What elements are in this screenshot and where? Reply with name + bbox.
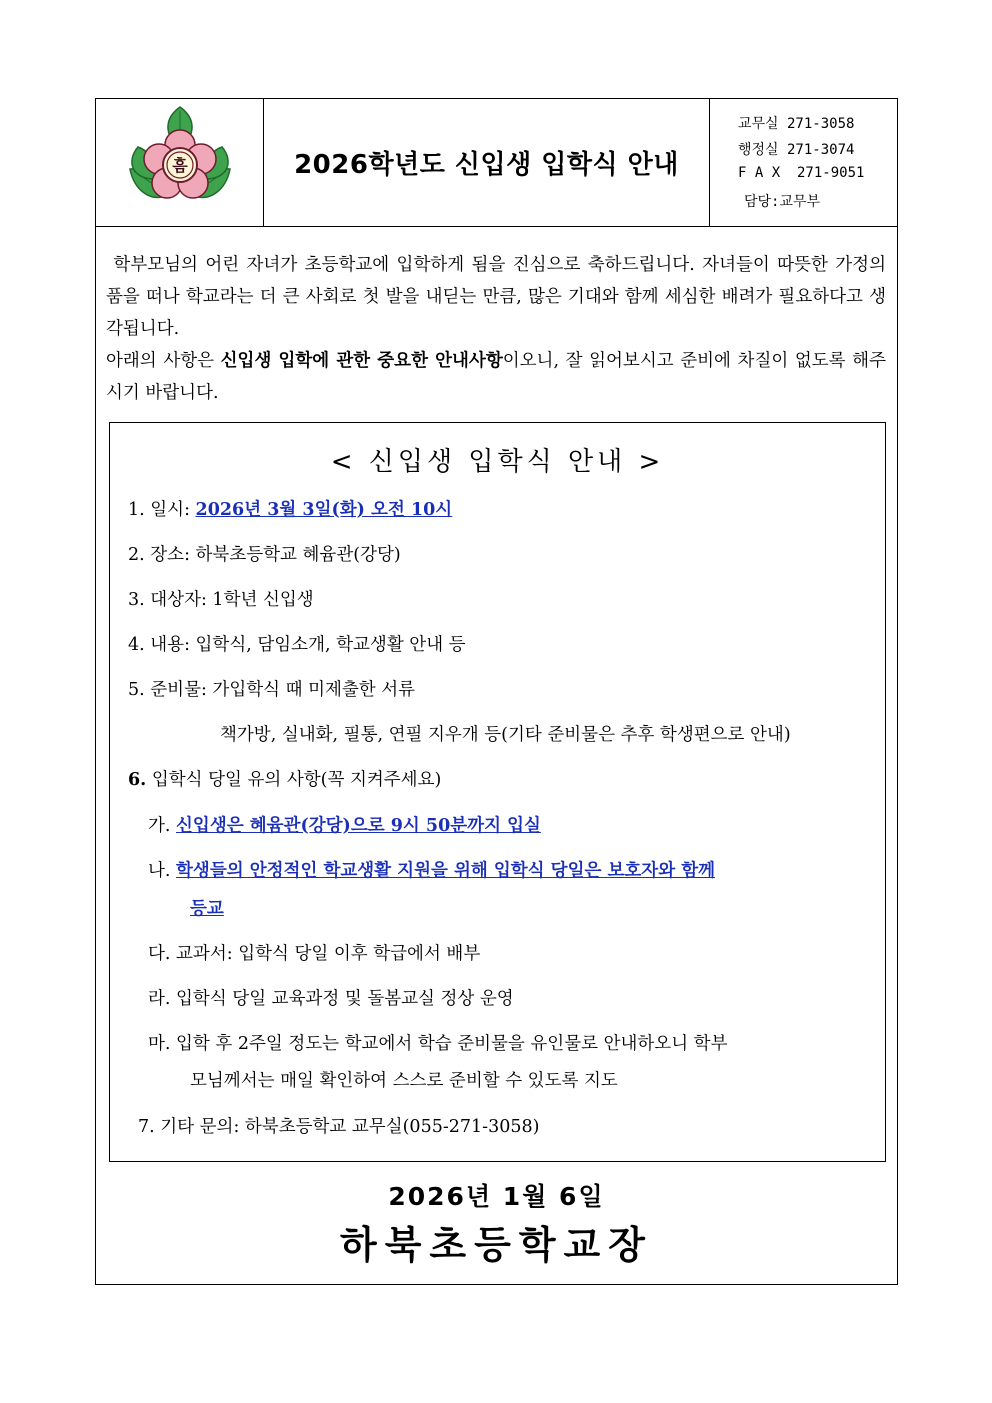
signer-name: 하북초등학교장 — [340, 1223, 653, 1267]
item-supplies-continued: 책가방, 실내화, 필통, 연필 지우개 등(기타 준비물은 추후 학생편으로 안내) — [220, 725, 791, 745]
sub-item-na: 나. 학생들의 안정적인 학교생활 지원을 위해 입학식 당일은 보호자와 함께 — [148, 861, 716, 881]
contact-cell — [710, 99, 897, 226]
sub-item-na-value: 학생들의 안정적인 학교생활 지원을 위해 입학식 당일은 보호자와 함께 — [176, 861, 716, 881]
contact-office: 교무실 271-3058 — [738, 116, 855, 132]
intro-paragraph-1: 학부모님의 어린 자녀가 초등학교에 입학하게 됨을 진심으로 축하드립니다. 자녀들이 따뜻한 가정의 품을 떠나 학교라는 더 큰 사회로 첫 발을 내딛는 만큼, 많은 기대와 함께 세심한 배려가 필요하다고 생각됩니다. — [106, 255, 886, 339]
sub-item-ga-value: 신입생은 혜윰관(강당)으로 9시 50분까지 입실 — [176, 816, 541, 836]
item-date: 1. 일시: 2026년 3월 3일(화) 오전 10시 — [128, 500, 453, 520]
sub-item-ra: 라. 입학식 당일 교육과정 및 돌봄교실 정상 운영 — [148, 989, 514, 1009]
intro-text — [106, 249, 886, 409]
issue-date: 2026년 1월 6일 — [388, 1182, 605, 1211]
page-title: 2026학년도 신입생 입학식 안내 — [294, 150, 679, 180]
ceremony-info-box — [109, 422, 886, 1162]
sub-item-ma-continued: 모님께서는 매일 확인하여 스스로 준비할 수 있도록 지도 — [190, 1071, 618, 1091]
intro-emphasis: 신입생 입학에 관한 중요한 안내사항 — [220, 351, 503, 371]
sub-item-na-continued: 등교 — [190, 899, 224, 919]
contact-fax: F A X 271-9051 — [738, 165, 865, 181]
item-target: 3. 대상자: 1학년 신입생 — [128, 590, 314, 610]
intro-paragraph-2: 아래의 사항은 신입생 입학에 관한 중요한 안내사항이오니, 잘 읽어보시고 준비에 차질이 없도록 해주시기 바랍니다. — [106, 351, 886, 403]
item-date-value: 2026년 3월 3일(화) 오전 10시 — [195, 500, 453, 520]
item-precautions: 6. 입학식 당일 유의 사항(꼭 지켜주세요) — [128, 770, 442, 790]
item-content: 4. 내용: 입학식, 담임소개, 학교생활 안내 등 — [128, 635, 466, 655]
item-supplies: 5. 준비물: 가입학식 때 미제출한 서류 — [128, 680, 416, 700]
box-title: < 신입생 입학식 안내 > — [330, 447, 665, 477]
logo-cell — [96, 99, 264, 226]
sub-item-ga: 가. 신입생은 혜윰관(강당)으로 9시 50분까지 입실 — [148, 816, 541, 836]
emblem-char: 흠 — [172, 156, 188, 175]
school-emblem-icon — [96, 99, 264, 227]
sub-item-ma: 마. 입학 후 2주일 정도는 학교에서 학습 준비물을 유인물로 안내하오니 학부 — [148, 1034, 728, 1054]
notice-frame — [95, 98, 898, 1285]
sub-item-da: 다. 교과서: 입학식 당일 이후 학급에서 배부 — [148, 944, 481, 964]
contact-department: 담당:교무부 — [744, 194, 821, 210]
item-place: 2. 장소: 하북초등학교 혜윰관(강당) — [128, 545, 401, 565]
header-table — [96, 99, 897, 227]
title-cell — [264, 99, 710, 226]
contact-admin: 행정실 271-3074 — [738, 142, 855, 158]
item-inquiry: 7. 기타 문의: 하북초등학교 교무실(055-271-3058) — [138, 1117, 540, 1137]
